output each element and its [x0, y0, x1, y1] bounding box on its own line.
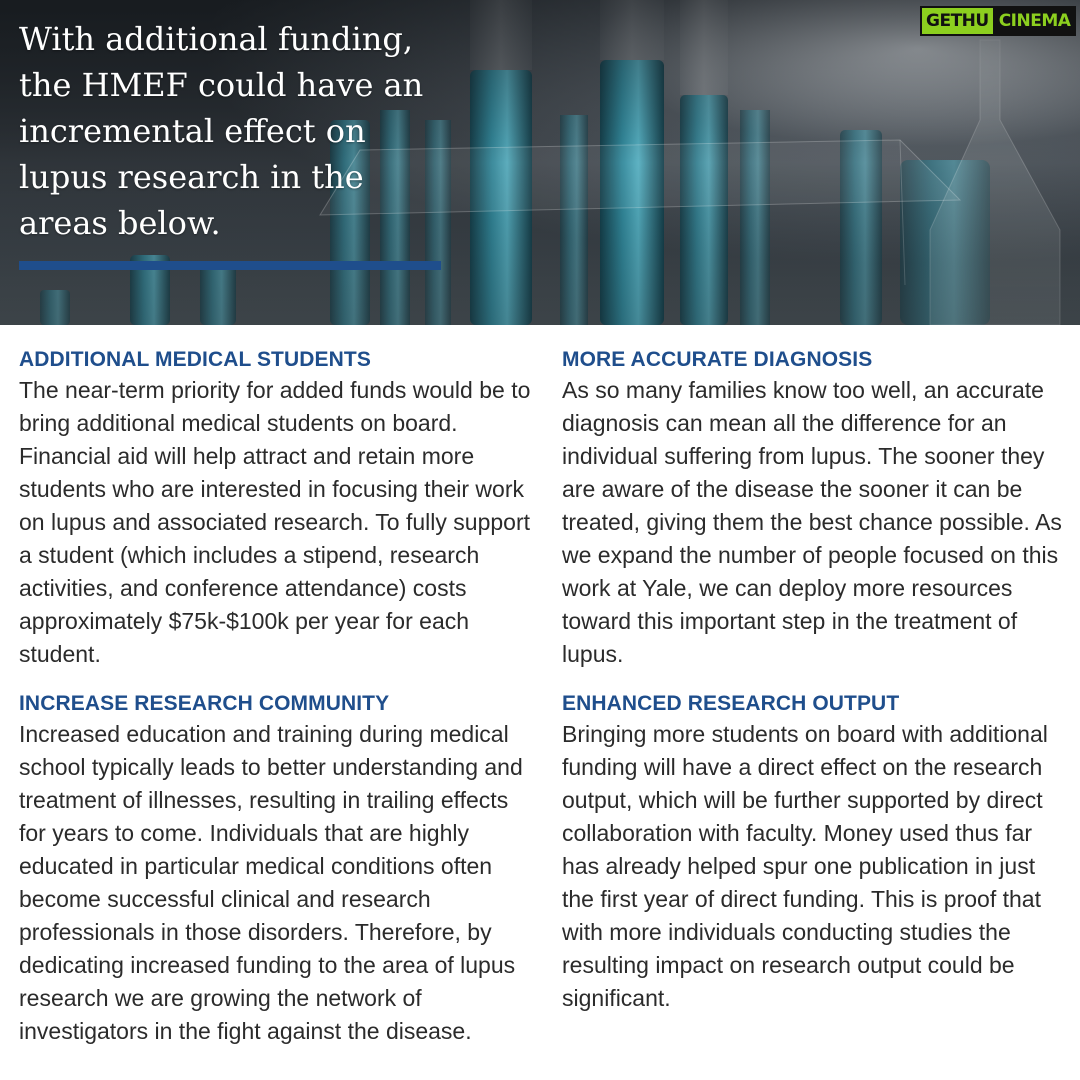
section-heading: ADDITIONAL MEDICAL STUDENTS	[19, 348, 371, 371]
section-enhanced-research-output	[562, 690, 1067, 1015]
section-body: As so many families know too well, an accurate diagnosis can mean all the difference for an individual suffering from lupus. The sooner they are aware of the disease the sooner it can be treated, giving them the best chance possible. As we expand the number of people focused on this work at Yale, we can deploy more resources toward this important step in the treatment of lupus.	[562, 377, 1062, 667]
accent-bar	[19, 261, 441, 270]
section-body: Bringing more students on board with additional funding will have a direct effect on the research output, which will be further supported by direct collaboration with faculty. Money used thus far has already helped spur one publication in just the first year of direct funding. This is proof that with more individuals conducting studies the resulting impact on research output could be significant.	[562, 721, 1048, 1011]
hero-banner	[0, 0, 1080, 325]
section-more-accurate-diagnosis	[562, 346, 1067, 671]
hero-title: With additional funding, the HMEF could have an incremental effect on lupus research in the areas below.	[19, 20, 424, 242]
section-body: The near-term priority for added funds would be to bring additional medical students on board. Financial aid will help attract and retain more students who are interested in focusing their work on lupus and associated research. To fully support a student (which includes a stipend, research activities, and conference attendance) costs approximately $75k-$100k per year for each student.	[19, 377, 531, 667]
logo-part-1: GETHU	[920, 6, 993, 36]
section-heading: ENHANCED RESEARCH OUTPUT	[562, 692, 900, 715]
section-heading: MORE ACCURATE DIAGNOSIS	[562, 348, 873, 371]
section-body: Increased education and training during medical school typically leads to better understanding and treatment of illnesses, resulting in trailing effects for years to come. Individuals that are highly educated in particular medical conditions often become successful clinical and research professionals in those disorders. Therefore, by dedicating increased funding to the area of lupus research we are growing the network of investigators in the fight against the disease.	[19, 721, 523, 1044]
logo-part-2: CINEMA	[993, 6, 1077, 36]
section-additional-medical-students	[19, 346, 539, 671]
section-heading: INCREASE RESEARCH COMMUNITY	[19, 692, 390, 715]
watermark-logo	[920, 6, 1076, 36]
section-increase-research-community	[19, 690, 539, 1048]
